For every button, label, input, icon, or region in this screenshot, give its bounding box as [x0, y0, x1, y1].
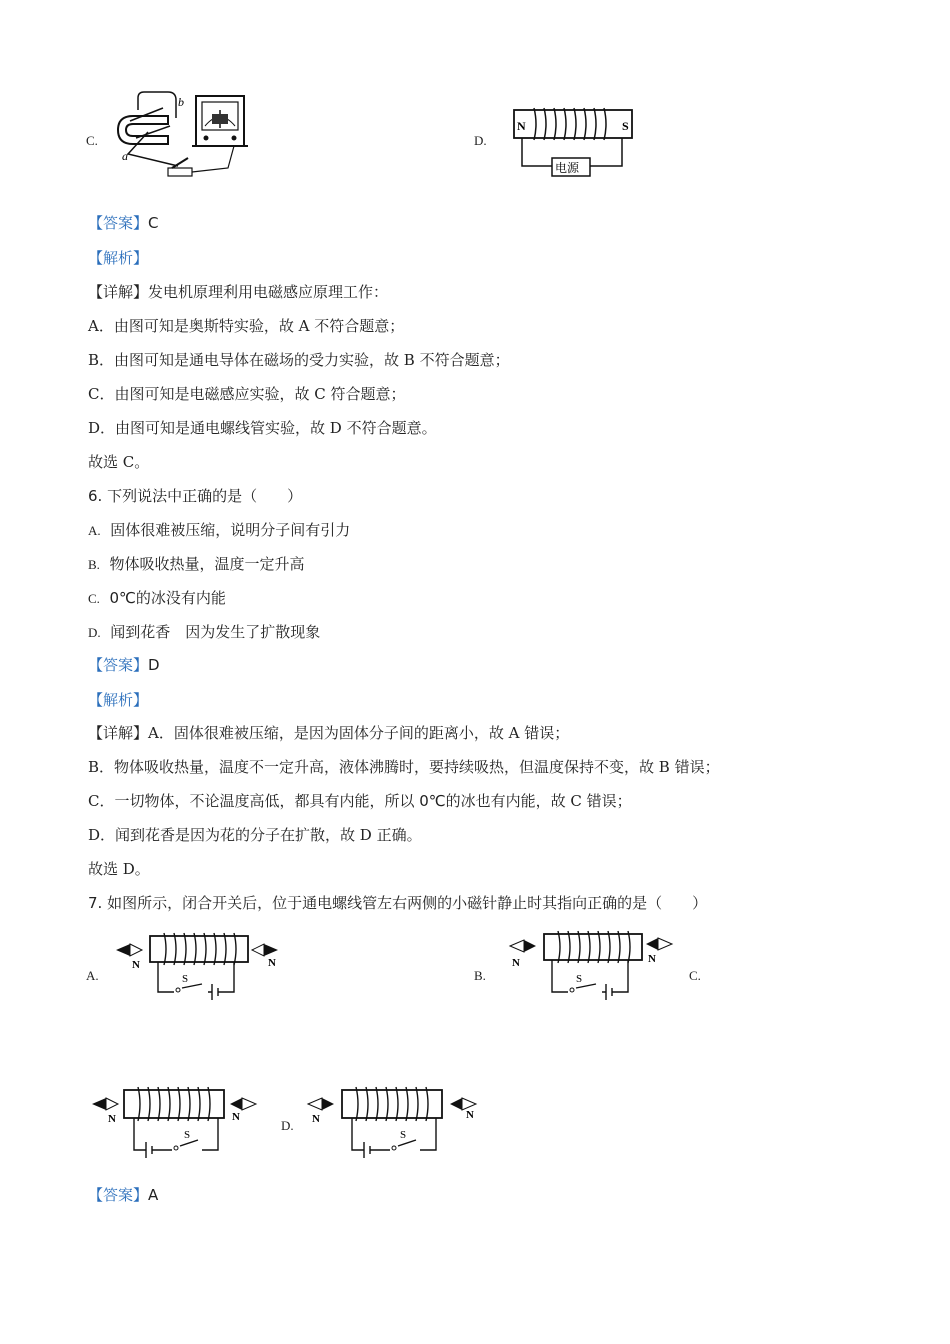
q6-option-a [88, 520, 350, 541]
q7-option-c-label: C. [689, 968, 701, 983]
q5-figure-d-south-label: S [622, 119, 629, 133]
q5-explanation-c: C．由图可知是电磁感应实验，故 C 符合题意； [88, 385, 406, 403]
q6-answer [88, 655, 160, 675]
q5-explanation-a: A．由图可知是奥斯特实验，故 A 不符合题意； [88, 317, 405, 335]
q6-stem-text: 下列说法中正确的是（ ） [102, 487, 303, 505]
q5-analysis-tag: 【解析】 [88, 249, 149, 267]
q7-figure-b [506, 930, 676, 1006]
q6-explanation-c-num: 0℃ [419, 792, 446, 810]
q5-answer-value: C [148, 214, 159, 232]
q6-explanation-d: D．闻到花香是因为花的分子在扩散，故 D 正确。 [88, 826, 422, 844]
q7-answer-value: A [148, 1186, 159, 1204]
q7-figure-d-left-north: N [312, 1113, 320, 1125]
q6-option-c-text: 的冰没有内能 [135, 589, 226, 607]
q6-option-c-num: 0℃ [109, 589, 136, 607]
q6-option-d-text: 闻到花香 因为发生了扩散现象 [110, 623, 321, 641]
q7-stem-text: 如图所示，闭合开关后，位于通电螺线管左右两侧的小磁针静止时其指向正确的是（ ） [102, 894, 708, 912]
q7-figure-c-switch-label: S [184, 1129, 191, 1141]
q6-answer-tag: 【答案】 [88, 656, 149, 674]
q5-figure-c-letter-b: b [178, 95, 184, 109]
q5-explanation-d: D．由图可知是通电螺线管实验，故 D 不符合题意。 [88, 419, 437, 437]
q7-figure-c-left-north: N [108, 1113, 116, 1125]
q5-figure-d-north-label: N [517, 119, 526, 133]
q6-analysis-tag: 【解析】 [88, 691, 149, 709]
q6-answer-value: D [148, 656, 160, 674]
q7-option-a-label: A. [86, 968, 99, 983]
q6-explanation-c-post: 的冰也有内能，故 C 错误； [445, 792, 632, 810]
q5-option-d-label: D. [474, 133, 487, 148]
q7-option-b-label: B. [474, 968, 486, 983]
q7-figure-b-switch-label: S [576, 973, 583, 985]
q7-figure-d-switch-label: S [400, 1129, 407, 1141]
q6-explanation-c-pre: C．一切物体，不论温度高低，都具有内能，所以 [88, 792, 420, 810]
q5-figure-c-electromagnetic-induction [108, 88, 258, 192]
q6-option-c [88, 588, 226, 609]
q7-stem [88, 893, 707, 913]
q7-number: 7. [88, 894, 103, 912]
q6-explanation-a [88, 723, 569, 743]
q5-answer [88, 213, 159, 233]
q5-figure-d-power-label: 电源 [555, 161, 580, 175]
q6-stem [88, 486, 302, 506]
q7-figure-d-right-north: N [466, 1109, 474, 1121]
q5-answer-tag: 【答案】 [88, 214, 149, 232]
q7-figure-c-right-north: N [232, 1111, 240, 1123]
q7-answer-tag: 【答案】 [88, 1186, 149, 1204]
q7-answer [88, 1185, 158, 1205]
q7-figure-a-left-north: N [132, 959, 140, 971]
q5-figure-d-solenoid [510, 104, 638, 186]
q5-figure-c-letter-a: a [122, 149, 128, 163]
q7-figure-a [112, 928, 282, 1004]
q7-figure-c [88, 1082, 263, 1168]
q6-option-b-text: 物体吸收热量，温度一定升高 [109, 555, 305, 573]
q6-number: 6. [88, 487, 103, 505]
q6-option-d [88, 622, 320, 643]
q6-explanation-b: B．物体吸收热量，温度不一定升高，液体沸腾时，要持续吸热，但温度保持不变，故 B 错误； [88, 758, 720, 776]
q6-explanation-a-text: A．固体很难被压缩，是因为固体分子间的距离小，故 A 错误； [148, 724, 570, 742]
q7-figure-d [304, 1082, 484, 1168]
q7-option-d-label: D. [281, 1118, 294, 1133]
q5-conclusion: 故选 C。 [88, 453, 150, 471]
q6-conclusion: 故选 D。 [88, 860, 150, 878]
q6-option-b [88, 554, 304, 575]
q7-figure-b-right-north: N [648, 953, 656, 965]
q6-detail-tag: 【详解】 [88, 724, 149, 742]
q6-option-a-label: A. [88, 523, 101, 538]
q6-option-c-label: C. [88, 591, 100, 606]
q6-option-a-text: 固体很难被压缩，说明分子间有引力 [110, 521, 351, 539]
q7-figure-a-right-north: N [268, 957, 276, 969]
q5-explanation-b: B．由图可知是通电导体在磁场的受力实验，故 B 不符合题意； [88, 351, 510, 369]
q5-option-c-label: C. [86, 133, 98, 148]
q6-option-b-label: B. [88, 557, 100, 572]
q7-figure-b-left-north: N [512, 957, 520, 969]
q6-explanation-c [88, 791, 632, 811]
q7-figure-a-switch-label: S [182, 973, 189, 985]
q6-option-d-label: D. [88, 625, 101, 640]
q5-detail: 【详解】发电机原理利用电磁感应原理工作： [88, 283, 389, 301]
